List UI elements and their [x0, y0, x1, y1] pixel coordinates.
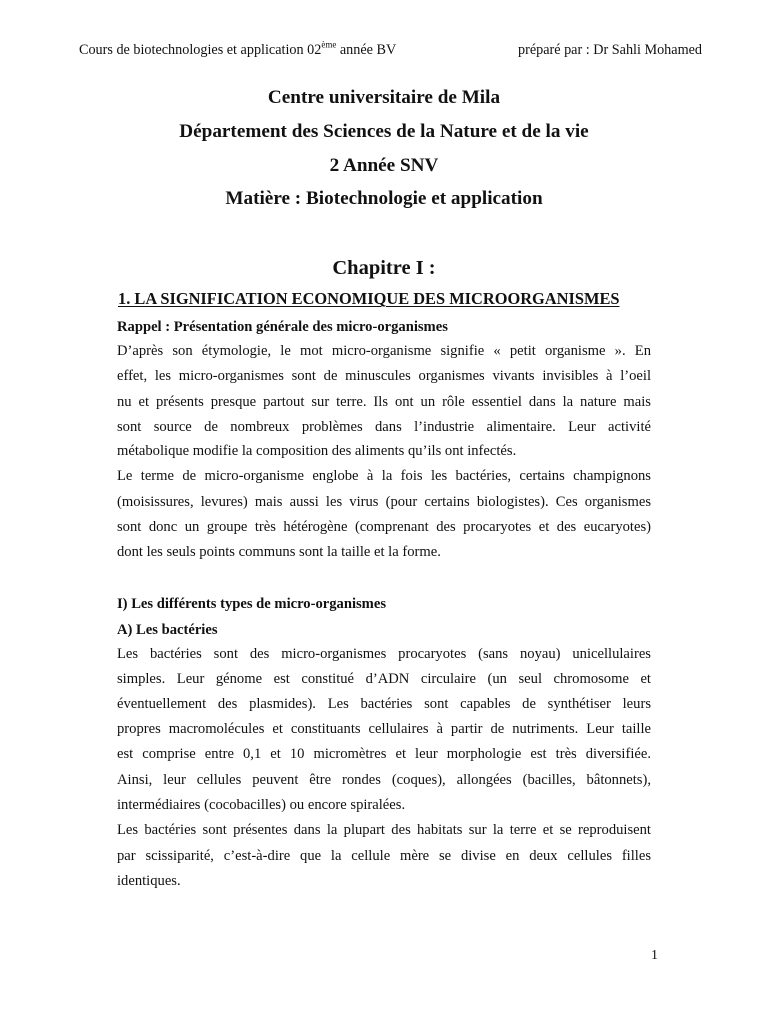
- paragraph-line: est comprise entre 0,1 et 10 micromètres et leur morphologie est très diversifiée.: [117, 746, 651, 762]
- bacteria-heading: A) Les bactéries: [117, 622, 218, 638]
- paragraph-line: identiques.: [117, 873, 181, 889]
- paragraph-line: D’après son étymologie, le mot micro-organisme signifie « petit organisme ». En: [117, 343, 651, 359]
- author-header: préparé par : Dr Sahli Mohamed: [518, 42, 702, 58]
- paragraph-line: intermédiaires (cocobacilles) ou encore spiralées.: [117, 797, 406, 813]
- page-number: 1: [651, 948, 658, 963]
- running-header: [79, 40, 702, 60]
- paragraph-line: Les bactéries sont des micro-organismes procaryotes (sans noyau) unicellulaires: [117, 646, 651, 662]
- course-header-text: Cours de biotechnologies et application 02: [79, 42, 322, 58]
- course-header-superscript: ème: [321, 39, 337, 50]
- paragraph-line: sont donc un groupe très hétérogène (comprenant des procaryotes et des eucaryotes): [117, 519, 651, 535]
- types-heading: I) Les différents types de micro-organismes: [117, 596, 387, 612]
- section-heading: 1. LA SIGNIFICATION ECONOMIQUE DES MICROORGANISMES: [118, 289, 620, 308]
- course-header-end: année BV: [336, 42, 397, 58]
- paragraph-line: (moisissures, levures) mais aussi les virus (pour certains biologistes). Ces organismes: [117, 494, 651, 510]
- paragraph-line: Ainsi, leur cellules peuvent être rondes (coques), allongées (bacilles, bâtonnets),: [117, 772, 651, 788]
- paragraph-line: métabolique modifie la composition des aliments qu’ils ont infectés.: [117, 443, 517, 459]
- paragraph-line: effet, les micro-organismes sont de minuscules organismes vivants invisibles à l’oeil: [117, 368, 651, 384]
- paragraph-line: par scissiparité, c’est-à-dire que la cellule mère se divise en deux cellules filles: [117, 848, 651, 864]
- course-header: [79, 40, 396, 60]
- paragraph-line: dont les seuls points communs sont la taille et la forme.: [117, 544, 441, 560]
- paragraph-line: éventuellement des plasmides). Les bactéries sont capables de synthétiser leurs: [117, 696, 651, 712]
- paragraph-line: Les bactéries sont présentes dans la plupart des habitats sur la terre et se reproduisent: [117, 822, 651, 838]
- institution-title: Centre universitaire de Mila: [267, 87, 501, 108]
- rappel-heading: Rappel : Présentation générale des micro-organismes: [117, 319, 448, 335]
- paragraph-line: propres macromolécules et constituants cellulaires à partir de nutriments. Leur taille: [117, 721, 651, 737]
- department-title: Département des Sciences de la Nature et de la vie: [179, 121, 589, 142]
- year-title: 2 Année SNV: [329, 155, 439, 176]
- chapter-title: Chapitre I :: [332, 257, 436, 279]
- paragraph-line: nu et présents presque partout sur terre. Ils ont un rôle essentiel dans la nature mais: [117, 394, 651, 410]
- subject-title: Matière : Biotechnologie et application: [225, 188, 543, 209]
- paragraph-line: Le terme de micro-organisme englobe à la fois les bactéries, certains champignons: [117, 468, 651, 484]
- paragraph-line: sont source de nombreux problèmes dans l’industrie alimentaire. Leur activité: [117, 419, 651, 435]
- paragraph-line: simples. Leur génome est constitué d’ADN circulaire (un seul chromosome et: [117, 671, 651, 687]
